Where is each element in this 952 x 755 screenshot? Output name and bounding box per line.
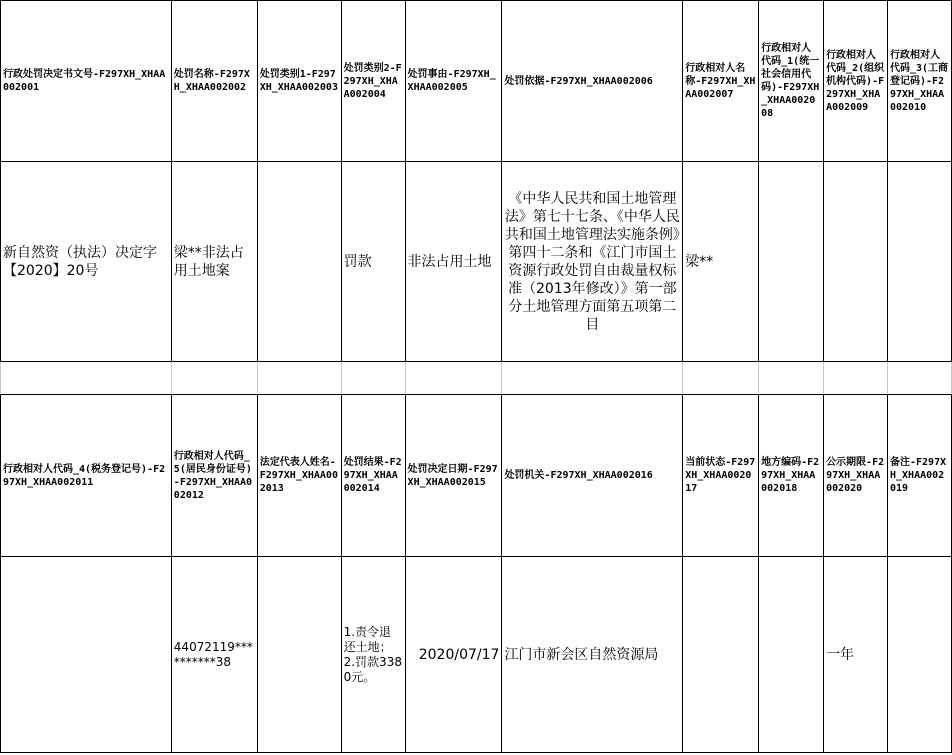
empty-cell[interactable]	[824, 362, 888, 395]
empty-cell[interactable]	[502, 362, 683, 395]
empty-cell[interactable]	[405, 362, 502, 395]
header-cell[interactable]: 地方编码-F297XH_XHAA002018	[759, 395, 824, 557]
header-cell[interactable]: 处罚事由-F297XH_XHAA002005	[405, 1, 502, 162]
header-cell[interactable]: 法定代表人姓名-F297XH_XHAA002013	[257, 395, 341, 557]
legal-rep-cell[interactable]	[257, 557, 341, 753]
empty-cell[interactable]	[683, 362, 759, 395]
decision-number-cell[interactable]: 新自然资（执法）决定字【2020】20号	[1, 162, 172, 362]
header-cell[interactable]: 行政相对人代码_4(税务登记号)-F297XH_XHAA002011	[1, 395, 172, 557]
business-reg-code-cell[interactable]	[888, 162, 952, 362]
header-cell[interactable]: 处罚机关-F297XH_XHAA002016	[502, 395, 683, 557]
disclosure-period-cell[interactable]: 一年	[824, 557, 888, 753]
header-row-1	[1, 1, 952, 162]
header-cell[interactable]: 处罚结果-F297XH_XHAA002014	[341, 395, 405, 557]
empty-cell[interactable]	[1, 362, 172, 395]
header-cell[interactable]: 处罚类别2-F297XH_XHAA002004	[341, 1, 405, 162]
header-cell[interactable]: 行政相对人代码_1(统一社会信用代码)-F297XH_XHAA002008	[759, 1, 824, 162]
data-row-1	[1, 162, 952, 362]
header-cell[interactable]: 行政相对人代码_5(居民身份证号)-F297XH_XHAA002012	[171, 395, 257, 557]
org-code-cell[interactable]	[824, 162, 888, 362]
empty-cell[interactable]	[257, 362, 341, 395]
empty-row	[1, 362, 952, 395]
header-cell[interactable]: 行政相对人代码_2(组织机构代码)-F297XH_XHAA002009	[824, 1, 888, 162]
tax-reg-code-cell[interactable]	[1, 557, 172, 753]
header-cell[interactable]: 处罚类别1-F297XH_XHAA002003	[257, 1, 341, 162]
data-row-2	[1, 557, 952, 753]
counterparty-name-cell[interactable]: 梁**	[683, 162, 759, 362]
id-number-cell[interactable]: 44072119**********38	[171, 557, 257, 753]
credit-code-cell[interactable]	[759, 162, 824, 362]
penalty-basis-cell[interactable]: 《中华人民共和国土地管理法》第七十七条、《中华人民共和国土地管理法实施条例》第四十二条和《江门市国土资源行政处罚自由裁量权标准（2013年修改）》第一部分土地管理方面第五项第二目	[502, 162, 683, 362]
empty-cell[interactable]	[171, 362, 257, 395]
header-cell[interactable]: 处罚依据-F297XH_XHAA002006	[502, 1, 683, 162]
header-cell[interactable]: 公示期限-F297XH_XHAA002020	[824, 395, 888, 557]
penalty-reason-cell[interactable]: 非法占用土地	[405, 162, 502, 362]
local-code-cell[interactable]	[759, 557, 824, 753]
header-cell[interactable]: 处罚名称-F297XH_XHAA002002	[171, 1, 257, 162]
current-status-cell[interactable]	[683, 557, 759, 753]
empty-cell[interactable]	[341, 362, 405, 395]
header-row-2	[1, 395, 952, 557]
header-cell[interactable]: 行政相对人代码_3(工商登记码)-F297XH_XHAA002010	[888, 1, 952, 162]
header-cell[interactable]: 当前状态-F297XH_XHAA002017	[683, 395, 759, 557]
header-cell[interactable]: 处罚决定日期-F297XH_XHAA002015	[405, 395, 502, 557]
decision-date-cell[interactable]: 2020/07/17	[405, 557, 502, 753]
header-cell[interactable]: 备注-F297XH_XHAA002019	[888, 395, 952, 557]
penalty-category-1-cell[interactable]	[257, 162, 341, 362]
empty-cell[interactable]	[759, 362, 824, 395]
penalty-name-cell[interactable]: 梁**非法占用土地案	[171, 162, 257, 362]
remarks-cell[interactable]	[888, 557, 952, 753]
empty-cell[interactable]	[888, 362, 952, 395]
penalty-result-cell[interactable]: 1.责令退还土地；2.罚款3380元。	[341, 557, 405, 753]
header-cell[interactable]: 行政处罚决定书文号-F297XH_XHAA002001	[1, 1, 172, 162]
penalty-authority-cell[interactable]: 江门市新会区自然资源局	[502, 557, 683, 753]
header-cell[interactable]: 行政相对人名称-F297XH_XHAA002007	[683, 1, 759, 162]
penalty-category-2-cell[interactable]: 罚款	[341, 162, 405, 362]
